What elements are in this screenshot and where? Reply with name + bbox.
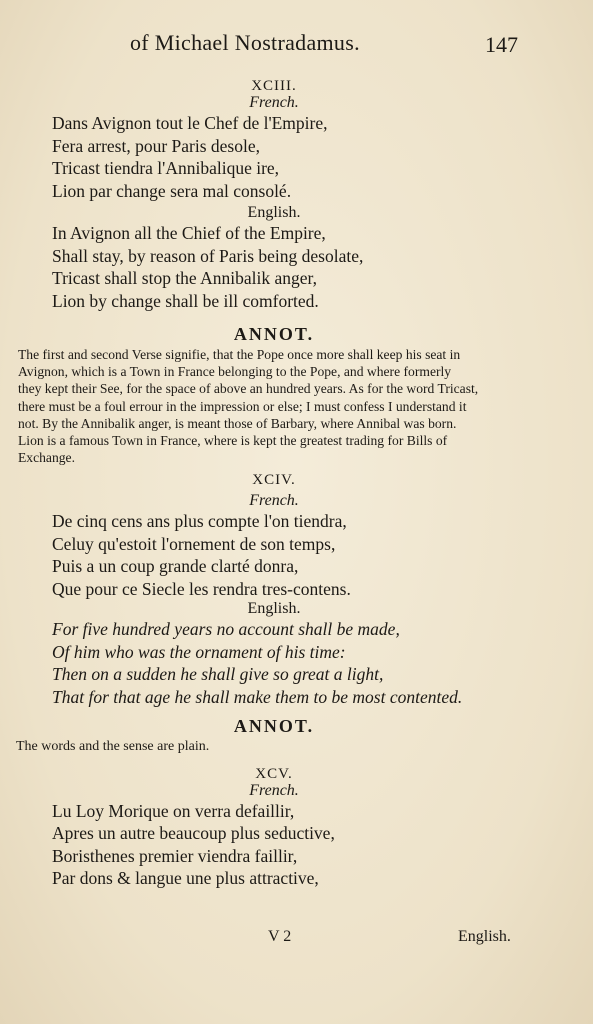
french-label: French. [249,94,299,111]
verse-line: Of him who was the ornament of his time: [52,641,346,662]
verse-line: Puis a un coup grande clarté donra, [52,556,299,577]
annotation-title: ANNOT. [233,716,315,737]
verse-line: Apres un autre beaucoup plus seductive, [52,823,335,844]
annotation-line: Lion is a famous Town in France, where is kept the greatest trading for Bills of [18,433,448,449]
verse-line: Celuy qu'estoit l'ornement de son temps, [52,533,336,554]
verse-line: Lion by change shall be ill comforted. [52,290,319,311]
annotation-line: Avignon, which is a Town in France belonging to the Pope, and where formerly [18,364,452,380]
annotation-line: not. By the Annibalik anger, is meant those of Barbary, where Annibal was born. [18,415,457,431]
verse-line: Then on a sudden he shall give so great a light, [52,664,384,685]
annotation-title: ANNOT. [233,324,315,344]
signature-mark: V 2 [268,928,292,945]
verse-line: Shall stay, by reason of Paris being desolate, [52,245,364,266]
verse-line: De cinq cens ans plus compte l'on tiendra, [52,511,347,532]
english-verse [24,222,524,312]
verse-line: That for that age he shall make them to be most contented. [52,686,463,707]
verse-line: In Avignon all the Chief of the Empire, [52,223,326,243]
annotation-text [18,346,524,466]
page-content [16,78,524,890]
quatrain-number: XCIII. [251,78,297,94]
english-verse [24,618,524,708]
verse-line: Que pour ce Siecle les rendra tres-contens. [52,578,351,599]
page-footer [0,928,593,952]
verse-line: Boristhenes premier viendra faillir, [52,845,298,866]
french-verse [24,800,524,890]
annotation-line: The first and second Verse signifie, that the Pope once more shall keep his seat in [18,347,461,362]
annotation-text: The words and the sense are plain. [16,739,210,755]
french-verse [24,510,524,600]
verse-line: Tricast tiendra l'Annibalique ire, [52,158,280,178]
verse-line: Dans Avignon tout le Chef de l'Empire, [52,113,328,133]
verse-line: For five hundred years no account shall be made, [52,619,400,640]
annotation-line: there must be a foul errour in the impression or else; I must confess I understand it [18,398,467,414]
english-label: English. [247,204,301,221]
verse-line: Fera arrest, pour Paris desole, [52,135,260,156]
verse-line: Tricast shall stop the Annibalik anger, [52,268,318,288]
page-number: 147 [485,32,518,57]
annotation-line: Exchange. [18,450,75,466]
verse-line: Lion par change sera mal consolé. [52,180,292,201]
verse-line: Par dons & langue une plus attractive, [52,868,319,889]
verse-line: Lu Loy Morique on verra defaillir, [52,800,295,821]
catchword: English. [458,928,511,945]
french-label: French. [249,492,299,510]
french-label: French. [249,781,299,799]
english-label: English. [247,600,301,618]
french-verse [24,112,524,202]
quatrain-number: XCV. [255,765,293,782]
quatrain-number: XCIV. [252,472,296,489]
page-header [0,30,593,64]
running-head: of Michael Nostradamus. [130,30,360,55]
annotation-line: they kept their See, for the space of above an hundred years. As for the word Tricast, [18,381,479,397]
